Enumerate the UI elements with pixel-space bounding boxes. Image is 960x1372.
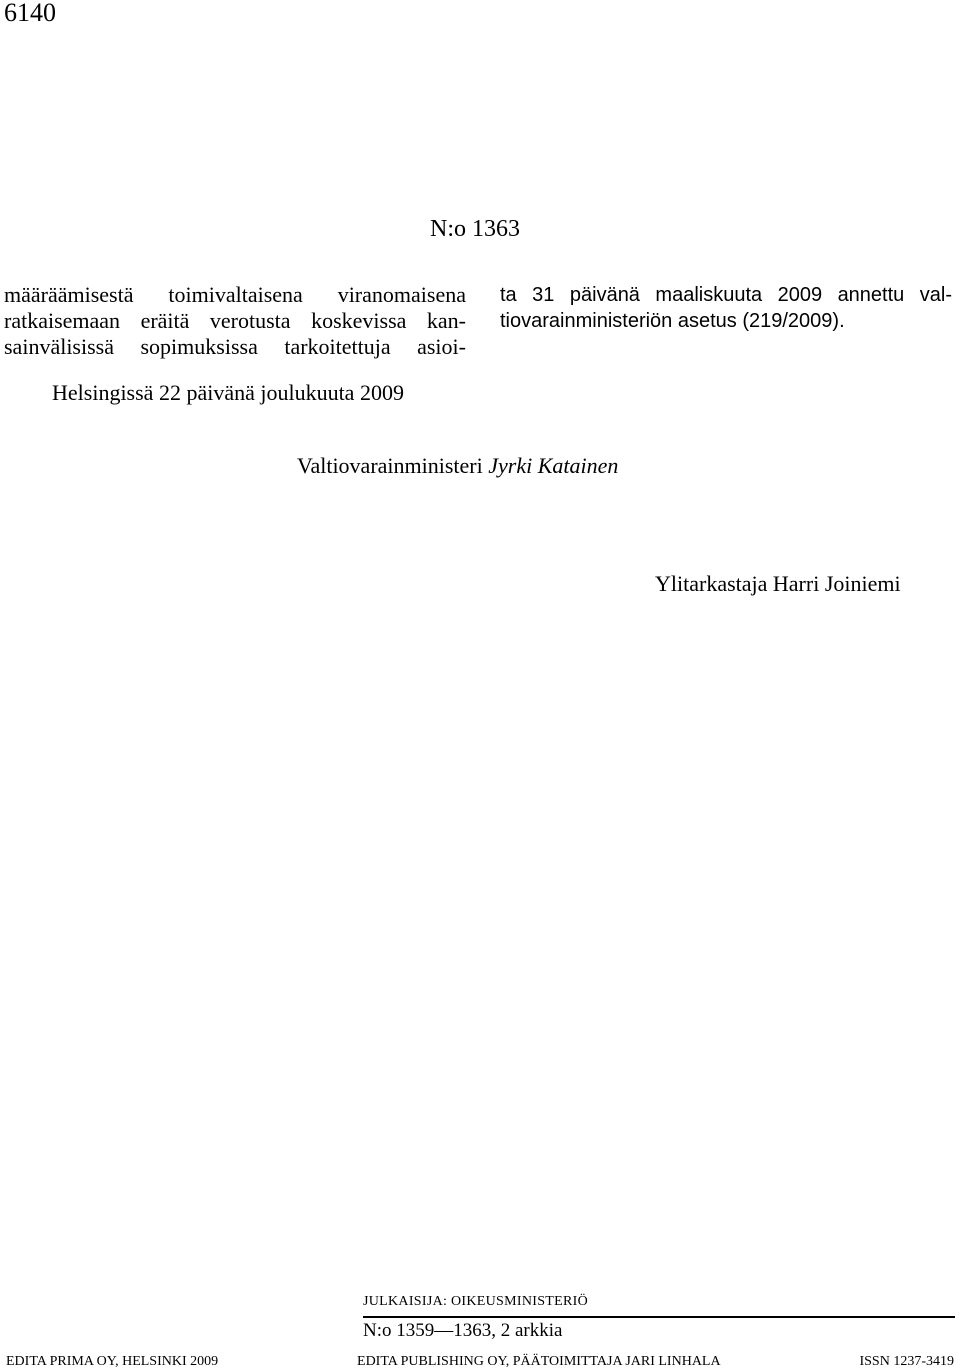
left-column-text xyxy=(4,282,466,360)
page-number: 6140 xyxy=(4,0,56,27)
word: toimivaltaisena xyxy=(168,282,303,307)
left-column-line xyxy=(4,334,466,360)
word: ratkaisemaan xyxy=(4,308,121,333)
right-column-text xyxy=(500,282,952,334)
right-column-line: tiovarainministeriön asetus (219/2009). xyxy=(500,310,845,332)
inspector-signature: Ylitarkastaja Harri Joiniemi xyxy=(655,571,901,596)
printer-info: EDITA PRIMA OY, HELSINKI 2009 xyxy=(6,1354,219,1369)
word: annettu xyxy=(837,284,905,306)
word: päivänä xyxy=(569,284,640,306)
word: kan- xyxy=(426,308,466,333)
word: koskevissa xyxy=(311,308,407,333)
document-number: N:o 1363 xyxy=(430,216,520,242)
colophon-footer xyxy=(6,1354,954,1370)
left-column-line xyxy=(4,308,466,334)
word: 2009 xyxy=(777,284,823,306)
left-column-line xyxy=(4,282,466,308)
word: määräämisestä xyxy=(4,282,134,307)
minister-title: Valtiovarainministeri xyxy=(297,453,483,478)
colophon-divider xyxy=(363,1316,955,1318)
minister-signature xyxy=(297,453,618,479)
word: sainvälisissä xyxy=(4,334,114,359)
right-column-line xyxy=(500,282,952,308)
issue-range: N:o 1359—1363, 2 arkkia xyxy=(363,1320,563,1341)
word: 31 xyxy=(532,284,555,306)
word: maaliskuuta xyxy=(655,284,763,306)
word: eräitä xyxy=(140,308,190,333)
word: verotusta xyxy=(209,308,291,333)
word: val- xyxy=(919,284,952,306)
publisher-line: JULKAISIJA: OIKEUSMINISTERIÖ xyxy=(363,1294,589,1309)
word: tarkoitettuja xyxy=(284,334,391,359)
publishing-info: EDITA PUBLISHING OY, PÄÄTOIMITTAJA JARI LINHALA xyxy=(357,1354,721,1369)
word: sopimuksissa xyxy=(140,334,258,359)
place-and-date: Helsingissä 22 päivänä joulukuuta 2009 xyxy=(52,380,404,405)
issn: ISSN 1237-3419 xyxy=(859,1354,954,1369)
word: asioi- xyxy=(417,334,466,359)
word: viranomaisena xyxy=(337,282,466,307)
minister-name: Jyrki Katainen xyxy=(488,453,619,478)
word: ta xyxy=(500,284,517,306)
